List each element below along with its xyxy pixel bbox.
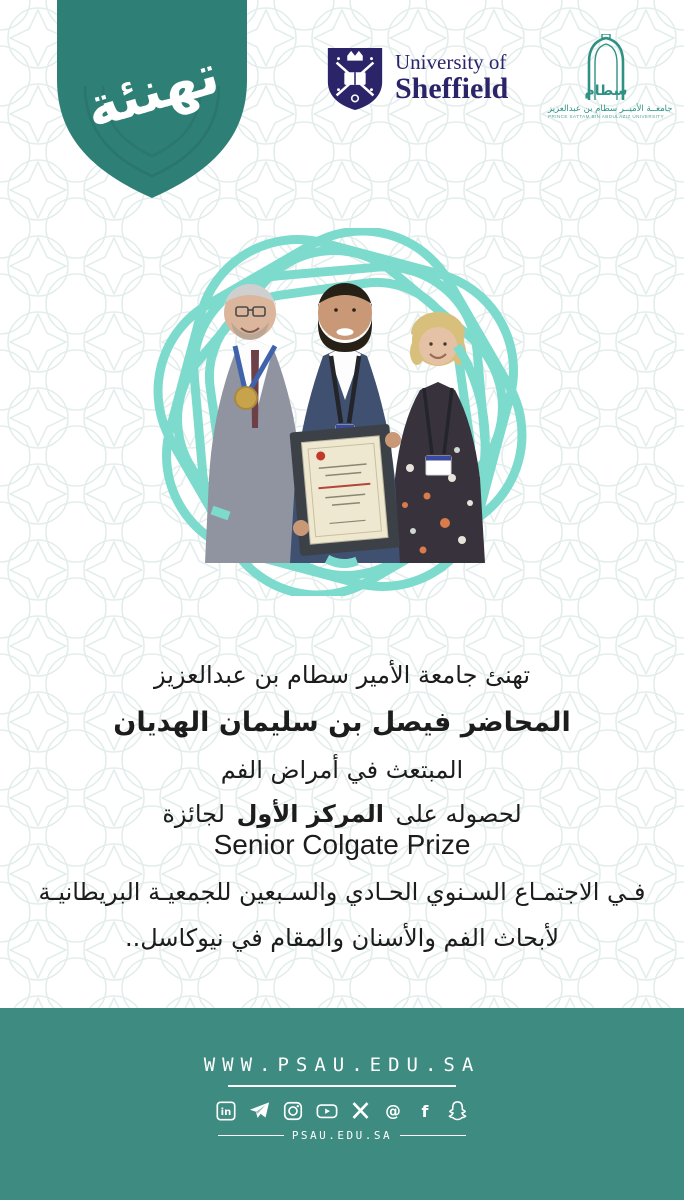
- threads-icon[interactable]: [382, 1100, 404, 1122]
- line4-prefix: لحصوله على: [395, 800, 522, 829]
- linkedin-glyph: in: [220, 1106, 232, 1118]
- website-url[interactable]: WWW.PSAU.EDU.SA: [203, 1054, 481, 1076]
- message-line5: فـي الاجتمـاع السـنوي الحـادي والسـبعين للجمعيـة البريطانيـة: [38, 878, 646, 907]
- telegram-icon[interactable]: [248, 1099, 271, 1122]
- congratulation-message: [30, 662, 654, 969]
- threads-glyph: @: [385, 1101, 401, 1120]
- linkedin-icon[interactable]: [215, 1100, 237, 1122]
- instagram-icon[interactable]: [282, 1100, 304, 1122]
- youtube-icon[interactable]: [315, 1100, 339, 1122]
- x-icon[interactable]: [350, 1100, 371, 1121]
- left-rule: [218, 1135, 284, 1136]
- sheffield-line1: University of: [395, 50, 507, 74]
- certificate: [290, 424, 400, 556]
- domain-row: [0, 1129, 684, 1142]
- person-right: [390, 312, 485, 563]
- message-line6: لأبحاث الفم والأسنان والمقام في نيوكاسل..: [124, 923, 560, 952]
- facebook-glyph: f: [421, 1101, 429, 1121]
- psau-arch-icon: [581, 34, 631, 102]
- message-line1: تهنئ جامعة الأمير سطام بن عبدالعزيز: [153, 661, 531, 689]
- sheffield-crest-icon: [326, 47, 384, 111]
- sheffield-wordmark: [395, 47, 508, 111]
- right-rule: [400, 1135, 466, 1136]
- psau-emblem-text: سطام: [584, 83, 628, 99]
- social-icons-row: [0, 1099, 684, 1122]
- award-photo-section: [105, 228, 575, 596]
- snapchat-icon[interactable]: [446, 1099, 469, 1122]
- psau-name-arabic: جامعــة الأميــر سطام بن عبدالعزيز: [548, 104, 673, 114]
- domain-text[interactable]: PSAU.EDU.SA: [291, 1129, 393, 1142]
- sheffield-line2: Sheffield: [395, 72, 509, 106]
- person-left: [205, 284, 305, 563]
- award-photo: [105, 228, 575, 596]
- psau-name-english: PRINCE SATTAM BIN ABDULAZIZ UNIVERSITY: [548, 114, 664, 119]
- footer: [0, 1008, 684, 1200]
- facebook-icon[interactable]: [415, 1100, 435, 1122]
- congratulations-badge: [57, 0, 247, 200]
- message-line2-honoree-name: المحاضر فيصل بن سليمان الهديان: [113, 706, 571, 738]
- congratulations-calligraphy: تهنئة: [78, 41, 226, 141]
- sheffield-logo: [326, 47, 508, 111]
- line4-mid: لجائزة: [162, 800, 225, 829]
- line4-award-name: Senior Colgate Prize: [213, 828, 471, 860]
- divider: [228, 1085, 456, 1087]
- message-line4-award: [30, 801, 654, 861]
- message-line3: المبتعث في أمراض الفم: [220, 755, 464, 784]
- line4-first-place: المركز الأول: [236, 800, 384, 829]
- person-center: [290, 283, 401, 563]
- psau-logo: [548, 34, 673, 119]
